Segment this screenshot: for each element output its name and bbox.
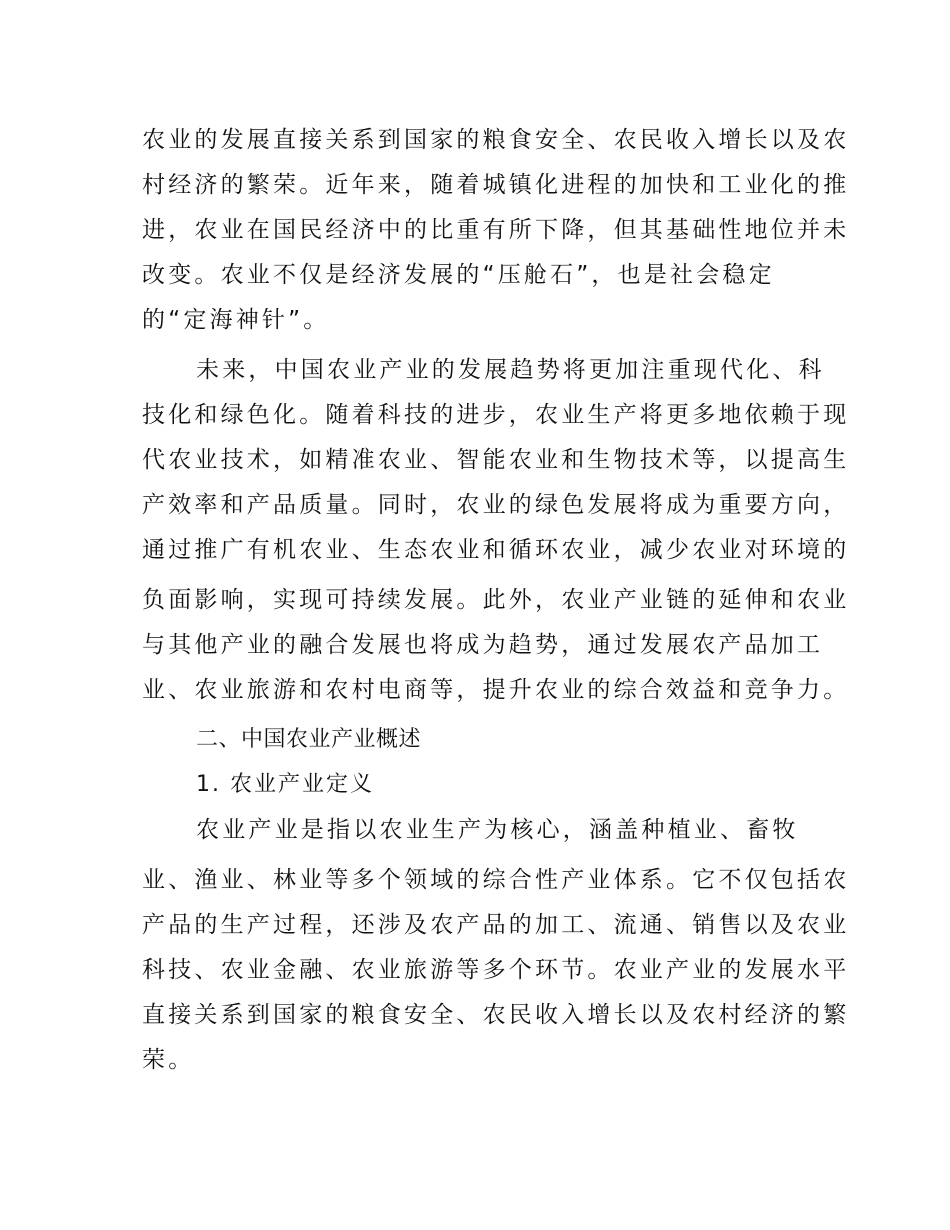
paragraph-2-line-6: 负面影响，实现可持续发展。此外，农业产业链的延伸和农业: [142, 587, 850, 613]
paragraph-1-line-1: 农业的发展直接关系到国家的粮食安全、农民收入增长以及农: [142, 127, 850, 153]
paragraph-3-line-4: 科技、农业金融、农业旅游等多个环节。农业产业的发展水平: [142, 957, 850, 983]
paragraph-1-line-3: 进，农业在国民经济中的比重有所下降，但其基础性地位并未: [142, 217, 850, 243]
section-heading: 二、中国农业产业概述: [196, 727, 422, 752]
paragraph-2-line-1: 未来，中国农业产业的发展趋势将更加注重现代化、科: [196, 357, 825, 383]
paragraph-2-line-3: 代农业技术，如精准农业、智能农业和生物技术等，以提高生: [142, 447, 850, 473]
paragraph-2-line-4: 产效率和产品质量。同时，农业的绿色发展将成为重要方向，: [142, 492, 850, 518]
paragraph-1-line-4: 改变。农业不仅是经济发展的“压舱石”，也是社会稳定: [142, 262, 775, 288]
paragraph-3-line-2: 业、渔业、林业等多个领域的综合性产业体系。它不仅包括农: [142, 867, 850, 893]
paragraph-1-line-2: 村经济的繁荣。近年来，随着城镇化进程的加快和工业化的推: [142, 172, 850, 198]
paragraph-2-line-2: 技化和绿色化。随着科技的进步，农业生产将更多地依赖于现: [142, 402, 850, 428]
subsection-heading: 1. 农业产业定义: [196, 772, 374, 797]
paragraph-3-line-6: 荣。: [142, 1047, 195, 1073]
paragraph-2-line-7: 与其他产业的融合发展也将成为趋势，通过发展农产品加工: [142, 632, 824, 658]
paragraph-3-line-1: 农业产业是指以农业生产为核心，涵盖种植业、畜牧: [196, 817, 799, 843]
paragraph-2-line-8: 业、农业旅游和农村电商等，提升农业的综合效益和竞争力。: [142, 677, 850, 703]
paragraph-1-line-5: 的“定海神针”。: [142, 307, 330, 333]
paragraph-3-line-5: 直接关系到国家的粮食安全、农民收入增长以及农村经济的繁: [142, 1002, 850, 1028]
paragraph-3-line-3: 产品的生产过程，还涉及农产品的加工、流通、销售以及农业: [142, 912, 850, 938]
paragraph-2-line-5: 通过推广有机农业、生态农业和循环农业，减少农业对环境的: [142, 537, 850, 563]
